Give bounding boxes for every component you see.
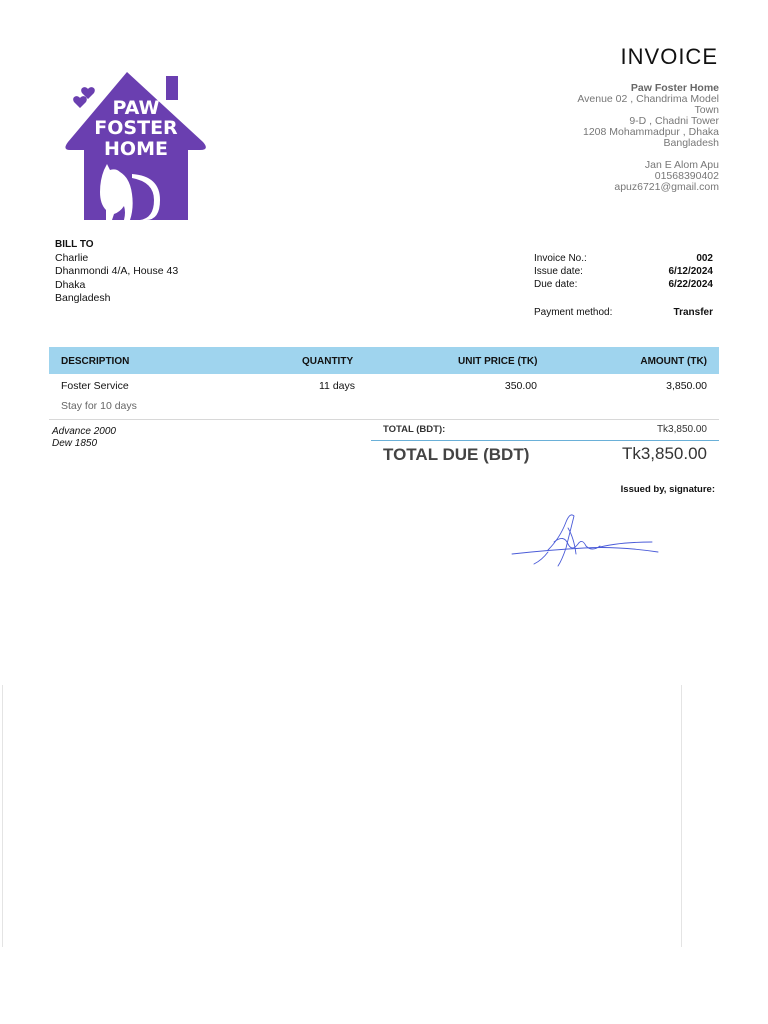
house-cat-logo-icon bbox=[60, 66, 212, 224]
total-due-label: TOTAL DUE (BDT) bbox=[383, 445, 530, 464]
payment-method-label: Payment method: bbox=[534, 307, 613, 318]
issue-date-value: 6/12/2024 bbox=[668, 266, 713, 277]
invoice-number-label: Invoice No.: bbox=[534, 253, 587, 264]
due-date-value: 6/22/2024 bbox=[668, 279, 713, 290]
column-header-quantity: QUANTITY bbox=[302, 356, 354, 367]
total-label: TOTAL (BDT): bbox=[383, 424, 446, 435]
company-address-line: Town bbox=[694, 104, 719, 116]
note-due: Dew 1850 bbox=[52, 438, 98, 449]
bill-to-block bbox=[55, 238, 178, 306]
column-header-unit-price: UNIT PRICE (TK) bbox=[458, 356, 538, 367]
signature-label: Issued by, signature: bbox=[620, 484, 715, 495]
page-edge-left bbox=[2, 685, 3, 947]
payment-method-value: Transfer bbox=[673, 307, 713, 318]
bill-to-city: Dhaka bbox=[55, 278, 86, 291]
bill-to-address: Dhanmondi 4/A, House 43 bbox=[55, 265, 179, 278]
issue-date-label: Issue date: bbox=[534, 266, 583, 277]
company-address-line: 9-D , Chadni Tower bbox=[629, 115, 719, 127]
company-info bbox=[499, 83, 719, 193]
column-header-description: DESCRIPTION bbox=[61, 356, 130, 367]
logo-text-paw: PAW bbox=[112, 97, 160, 119]
bill-to-label: BILL TO bbox=[55, 239, 94, 250]
contact-phone: 01568390402 bbox=[654, 170, 719, 182]
table-header bbox=[49, 347, 719, 374]
bill-to-name: Charlie bbox=[55, 251, 89, 264]
company-address-line: 1208 Mohammadpur , Dhaka bbox=[583, 126, 719, 138]
row-description: Foster Service bbox=[61, 380, 129, 392]
bill-to-country: Bangladesh bbox=[55, 292, 111, 305]
total-due-value: Tk3,850.00 bbox=[621, 444, 707, 463]
note-advance: Advance 2000 bbox=[52, 426, 116, 437]
total-value: Tk3,850.00 bbox=[656, 424, 707, 435]
contact-name: Jan E Alom Apu bbox=[644, 159, 719, 171]
due-date-label: Due date: bbox=[534, 279, 578, 290]
company-address-line: Avenue 02 , Chandrima Model bbox=[577, 93, 719, 105]
signature-icon bbox=[508, 508, 664, 572]
row-divider bbox=[49, 419, 719, 420]
row-unit-price: 350.00 bbox=[504, 380, 537, 392]
total-divider bbox=[371, 440, 719, 441]
row-amount: 3,850.00 bbox=[666, 380, 707, 392]
contact-email: apuz6721@gmail.com bbox=[614, 181, 719, 193]
logo-text-home: HOME bbox=[104, 138, 168, 160]
company-address-line: Bangladesh bbox=[663, 137, 719, 149]
invoice-title: INVOICE bbox=[620, 44, 718, 69]
logo-text-foster: FOSTER bbox=[94, 117, 178, 139]
company-name: Paw Foster Home bbox=[630, 82, 719, 94]
row-quantity: 11 days bbox=[319, 380, 355, 392]
row-detail: Stay for 10 days bbox=[61, 400, 137, 412]
invoice-number-value: 002 bbox=[696, 253, 713, 264]
page-edge-right bbox=[681, 685, 682, 947]
column-header-amount: AMOUNT (TK) bbox=[640, 356, 707, 367]
